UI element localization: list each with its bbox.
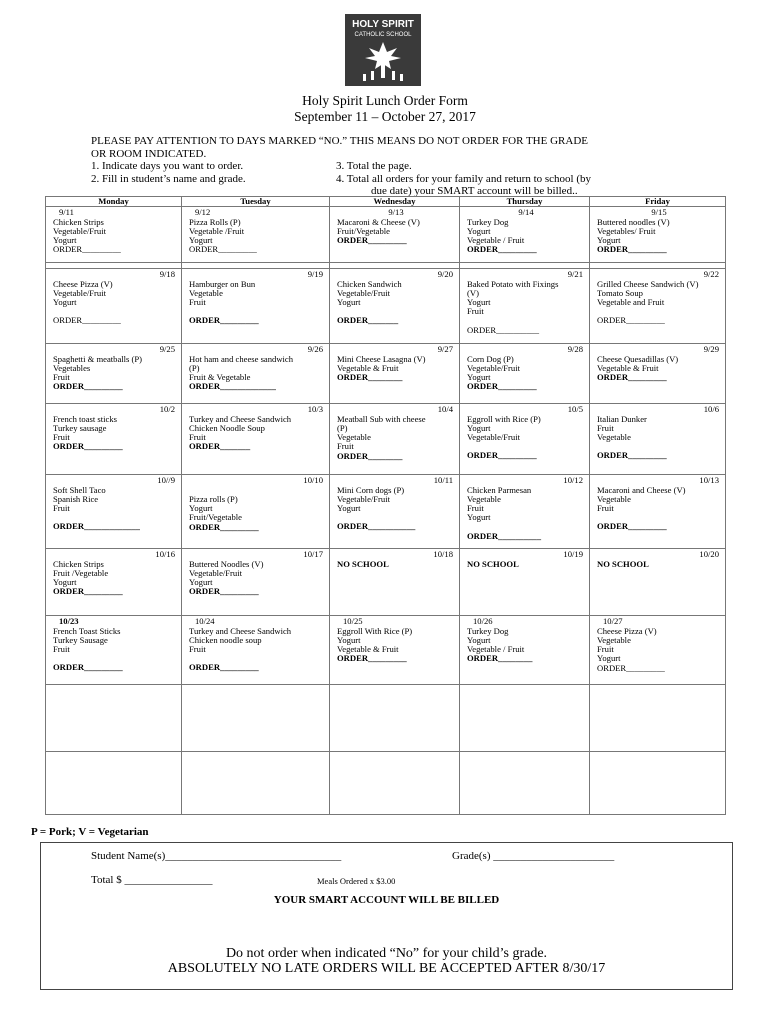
menu-item: Corn Dog (P) [467, 353, 514, 364]
day-cell[interactable] [46, 344, 182, 404]
day-cell[interactable] [590, 269, 726, 344]
menu-item: Vegetable [597, 634, 631, 645]
menu-item: Fruit [467, 503, 484, 514]
menu-item: Fruit [53, 372, 70, 383]
menu-date: 9/26 [307, 344, 323, 355]
day-cell[interactable] [330, 549, 460, 616]
menu-date: 9/27 [437, 344, 453, 355]
menu-item: Fruit [53, 644, 70, 655]
week-row [46, 269, 726, 344]
menu-date: 10/18 [433, 549, 453, 560]
menu-item: Yogurt [337, 503, 361, 514]
menu-date: 9/29 [703, 344, 719, 355]
menu-item: Meatball Sub with cheese [337, 413, 426, 424]
order-blank[interactable]: ORDER___________ [337, 521, 416, 532]
menu-date: 10/10 [303, 475, 323, 486]
menu-item: Hot ham and cheese sandwich [189, 353, 294, 364]
day-cell[interactable] [460, 269, 590, 344]
day-cell[interactable] [182, 404, 330, 475]
order-blank[interactable]: ORDER_________ [189, 315, 259, 326]
empty-cell[interactable] [182, 752, 330, 815]
menu-item: Pizza rolls (P) [189, 493, 238, 504]
menu-item: Vegetable / Fruit [467, 235, 525, 246]
no-school-label: NO SCHOOL [467, 558, 519, 569]
menu-item: Chicken Strips [53, 558, 104, 569]
week-row [46, 207, 726, 263]
menu-date: 9/20 [437, 269, 453, 280]
menu-item: Yogurt [337, 634, 361, 645]
menu-date: 10/24 [195, 616, 215, 627]
day-cell[interactable] [590, 549, 726, 616]
grade-field[interactable]: Grade(s) ______________________ [452, 850, 615, 862]
menu-item: Vegetable/Fruit [189, 567, 242, 578]
instruction-step3: 3. Total the page. [336, 160, 412, 173]
menu-item: Pizza Rolls (P) [189, 216, 241, 227]
order-blank[interactable]: ORDER_________ [597, 450, 667, 461]
menu-item: Soft Shell Taco [53, 484, 106, 495]
day-cell[interactable] [182, 207, 330, 263]
menu-item: Vegetable [189, 287, 223, 298]
order-blank[interactable]: ORDER_________ [189, 586, 259, 597]
menu-date: 9/12 [195, 207, 211, 218]
menu-item: Yogurt [53, 577, 77, 588]
menu-date: 9/22 [703, 269, 719, 280]
day-header-wednesday: Wednesday [330, 197, 460, 207]
no-order-note: Do not order when indicated “No” for your child’s grade. [225, 946, 548, 961]
menu-item: Fruit [597, 422, 614, 433]
order-blank[interactable]: ORDER_____________ [53, 521, 140, 532]
day-cell[interactable] [46, 549, 182, 616]
menu-item: Vegetable [597, 493, 631, 504]
empty-cell[interactable] [330, 752, 460, 815]
menu-date: 10//9 [157, 475, 175, 486]
order-blank[interactable]: ORDER_________ [597, 315, 665, 326]
day-header-tuesday: Tuesday [182, 197, 330, 207]
day-cell[interactable] [590, 475, 726, 549]
menu-item: Eggroll with Rice (P) [467, 413, 541, 424]
menu-item: Vegetables [53, 362, 91, 373]
menu-date: 10/19 [563, 549, 583, 560]
order-blank[interactable]: ORDER_________ [337, 235, 407, 246]
menu-date: 9/13 [388, 207, 404, 218]
instruction-step4-cont: due date) your SMART account will be billed.. [371, 185, 578, 198]
menu-item: Fruit [189, 644, 206, 655]
menu-item: Yogurt [597, 235, 621, 246]
lunch-menu-table [45, 196, 726, 815]
menu-item: Vegetable/Fruit [467, 432, 520, 443]
menu-item: Yogurt [467, 225, 491, 236]
no-school-label: NO SCHOOL [597, 558, 649, 569]
menu-item: Turkey Dog [467, 625, 509, 636]
menu-date: 10/5 [567, 404, 583, 415]
total-field[interactable]: Total $ ________________ [91, 874, 213, 886]
menu-item: Chicken noodle soup [189, 634, 262, 645]
menu-item: Eggroll With Rice (P) [337, 625, 413, 636]
menu-item: Fruit [597, 644, 614, 655]
menu-item: Chicken Sandwich [337, 278, 402, 289]
day-cell[interactable] [590, 207, 726, 263]
day-header-row [46, 197, 726, 207]
week-row [46, 344, 726, 404]
menu-item: Buttered noodles (V) [597, 216, 670, 227]
week-row [46, 475, 726, 549]
instruction-line1: PLEASE PAY ATTENTION TO DAYS MARKED “NO.” THIS MEANS DO NOT ORDER FOR THE GRADE [91, 135, 588, 147]
menu-item: Yogurt [53, 235, 77, 246]
menu-item: Fruit [53, 503, 70, 514]
menu-item: (P) [337, 422, 348, 433]
day-cell[interactable] [590, 404, 726, 475]
menu-item: Vegetable / Fruit [467, 644, 525, 655]
legend: P = Pork; V = Vegetarian [31, 826, 149, 838]
menu-item: Spaghetti & meatballs (P) [53, 353, 143, 364]
logo-line1: HOLY SPIRIT [352, 19, 414, 30]
week-row [46, 616, 726, 685]
menu-item: Mini Corn dogs (P) [337, 484, 405, 495]
order-blank[interactable]: ORDER_________ [189, 521, 259, 532]
day-cell[interactable] [590, 616, 726, 685]
page-title: Holy Spirit Lunch Order Form [302, 93, 468, 108]
meals-price-note: Meals Ordered x $3.00 [317, 876, 396, 886]
day-cell[interactable] [182, 475, 330, 549]
menu-item: Yogurt [53, 297, 77, 308]
order-blank[interactable]: ORDER_________ [189, 662, 259, 673]
menu-item: Grilled Cheese Sandwich (V) [597, 278, 699, 289]
menu-item: Vegetable [467, 493, 501, 504]
order-blank[interactable]: ORDER_________ [189, 244, 257, 255]
menu-item: Vegetable/Fruit [337, 493, 390, 504]
day-cell[interactable] [182, 549, 330, 616]
menu-item: Fruit/Vegetable [337, 225, 390, 236]
menu-item: Yogurt [467, 512, 491, 523]
menu-item: Chicken Strips [53, 216, 104, 227]
order-blank[interactable]: ORDER_________ [53, 315, 121, 326]
menu-item: Vegetable & Fruit [337, 362, 399, 373]
menu-date: 10/2 [159, 404, 175, 415]
day-cell[interactable] [330, 344, 460, 404]
menu-item: Baked Potato with Fixings [467, 278, 559, 289]
order-blank[interactable]: ORDER_________ [53, 586, 123, 597]
order-blank[interactable]: ORDER_________ [467, 244, 537, 255]
day-header-thursday: Thursday [460, 197, 590, 207]
menu-date: 9/21 [567, 269, 583, 280]
menu-date: 10/17 [303, 549, 323, 560]
smart-billing-note: YOUR SMART ACCOUNT WILL BE BILLED [273, 894, 500, 906]
week-row [46, 404, 726, 475]
menu-date: 10/12 [563, 475, 583, 486]
menu-date: 10/23 [59, 616, 79, 627]
menu-item: Chicken Noodle Soup [189, 422, 265, 433]
instruction-step2: 2. Fill in student’s name and grade. [91, 172, 246, 185]
menu-item: Yogurt [189, 577, 213, 588]
menu-item: Fruit [53, 432, 70, 443]
menu-item: Turkey and Cheese Sandwich [189, 413, 292, 424]
empty-cell[interactable] [46, 752, 182, 815]
menu-item: Cheese Quesadillas (V) [597, 353, 679, 364]
menu-item: French Toast Sticks [53, 625, 121, 636]
day-cell[interactable] [46, 404, 182, 475]
menu-date: 10/27 [603, 616, 623, 627]
order-blank[interactable]: ORDER_________ [597, 244, 667, 255]
menu-item: Yogurt [467, 372, 491, 383]
menu-item: Macaroni & Cheese (V) [337, 216, 420, 227]
day-cell[interactable] [460, 344, 590, 404]
order-summary-box [40, 842, 733, 990]
menu-item: Vegetable /Fruit [189, 225, 245, 236]
menu-date: 10/13 [699, 475, 719, 486]
menu-item: Vegetable/Fruit [53, 225, 106, 236]
empty-cell[interactable] [182, 685, 330, 752]
menu-date: 9/28 [567, 344, 583, 355]
menu-date: 9/11 [59, 207, 74, 218]
order-blank[interactable]: ORDER_____________ [189, 381, 276, 392]
order-blank[interactable]: ORDER_________ [597, 662, 665, 673]
day-cell[interactable] [330, 475, 460, 549]
order-blank[interactable]: ORDER_______ [337, 315, 399, 326]
late-order-note: ABSOLUTELY NO LATE ORDERS WILL BE ACCEPTED AFTER 8/30/17 [167, 961, 606, 976]
menu-item: Yogurt [189, 503, 213, 514]
order-blank[interactable]: ORDER_________ [597, 372, 667, 383]
order-blank[interactable]: ORDER_________ [53, 441, 123, 452]
menu-item: Turkey Sausage [53, 634, 108, 645]
menu-item: Vegetable & Fruit [337, 644, 399, 655]
order-blank[interactable]: ORDER________ [337, 450, 403, 461]
order-blank[interactable]: ORDER________ [337, 372, 403, 383]
menu-item: Yogurt [467, 422, 491, 433]
menu-item: Italian Dunker [597, 413, 647, 424]
menu-date: 9/15 [651, 207, 667, 218]
menu-item: Macaroni and Cheese (V) [597, 484, 686, 495]
day-cell[interactable] [590, 344, 726, 404]
empty-cell[interactable] [460, 752, 590, 815]
order-blank[interactable]: ORDER_________ [53, 662, 123, 673]
menu-item: Yogurt [337, 297, 361, 308]
menu-item: Yogurt [597, 653, 621, 664]
day-cell[interactable] [460, 549, 590, 616]
empty-cell[interactable] [590, 685, 726, 752]
day-cell[interactable] [330, 207, 460, 263]
menu-date: 9/19 [307, 269, 323, 280]
no-school-label: NO SCHOOL [337, 558, 389, 569]
menu-date: 10/4 [437, 404, 453, 415]
menu-date: 9/18 [159, 269, 175, 280]
day-cell[interactable] [46, 616, 182, 685]
menu-item: Vegetable [597, 432, 631, 443]
order-blank[interactable]: ORDER_________ [467, 450, 537, 461]
order-blank[interactable]: ORDER_________ [53, 244, 121, 255]
menu-item: Yogurt [467, 634, 491, 645]
menu-item: Hamburger on Bun [189, 278, 256, 289]
menu-item: Fruit /Vegetable [53, 567, 109, 578]
day-cell[interactable] [46, 475, 182, 549]
menu-date: 10/6 [703, 404, 719, 415]
menu-item: Vegetable/Fruit [337, 287, 390, 298]
student-name-field[interactable]: Student Name(s)________________________________ [91, 850, 342, 862]
day-cell[interactable] [460, 616, 590, 685]
day-cell[interactable] [182, 616, 330, 685]
menu-item: Yogurt [189, 235, 213, 246]
day-header-monday: Monday [46, 197, 182, 207]
empty-cell[interactable] [330, 685, 460, 752]
empty-cell[interactable] [460, 685, 590, 752]
menu-item: Turkey Dog [467, 216, 509, 227]
menu-item: Vegetables/ Fruit [597, 225, 656, 236]
day-header-friday: Friday [590, 197, 726, 207]
day-cell[interactable] [182, 269, 330, 344]
day-cell[interactable] [46, 269, 182, 344]
menu-item: Vegetable [337, 432, 371, 443]
empty-cell[interactable] [590, 752, 726, 815]
menu-item: Turkey sausage [53, 422, 107, 433]
instruction-step1: 1. Indicate days you want to order. [91, 160, 244, 173]
order-blank[interactable]: ORDER_________ [53, 381, 123, 392]
menu-item: Fruit & Vegetable [189, 372, 251, 383]
empty-week-row [46, 685, 726, 752]
menu-item: French toast sticks [53, 413, 117, 424]
menu-item: Fruit [189, 297, 206, 308]
menu-date: 10/11 [433, 475, 453, 486]
menu-item: Fruit [467, 306, 484, 317]
page-subtitle: September 11 – October 27, 2017 [294, 109, 476, 124]
menu-item: Spanish Rice [53, 493, 99, 504]
menu-item: (P) [189, 362, 200, 373]
menu-date: 9/14 [518, 207, 534, 218]
menu-item: Fruit [597, 503, 614, 514]
menu-item: Fruit/Vegetable [189, 512, 242, 523]
menu-date: 9/25 [159, 344, 175, 355]
menu-item: (V) [467, 287, 479, 298]
empty-week-row [46, 752, 726, 815]
menu-date: 10/26 [473, 616, 493, 627]
menu-item: Vegetable and Fruit [597, 297, 665, 308]
menu-date: 10/25 [343, 616, 363, 627]
order-blank[interactable]: ORDER__________ [467, 324, 540, 335]
menu-item: Mini Cheese Lasagna (V) [337, 353, 426, 364]
menu-date: 10/20 [699, 549, 719, 560]
school-logo [345, 14, 421, 86]
instruction-step4: 4. Total all orders for your family and return to school (by [336, 172, 592, 185]
menu-item: Cheese Pizza (V) [597, 625, 657, 636]
menu-item: Cheese Pizza (V) [53, 278, 113, 289]
order-blank[interactable]: ORDER_________ [597, 521, 667, 532]
order-blank[interactable]: ORDER_________ [467, 381, 537, 392]
order-blank[interactable]: ORDER__________ [467, 530, 542, 541]
menu-item: Buttered Noodles (V) [189, 558, 264, 569]
order-blank[interactable]: ORDER_________ [337, 653, 407, 664]
day-cell[interactable] [46, 207, 182, 263]
day-cell[interactable] [330, 404, 460, 475]
menu-item: Vegetable & Fruit [597, 362, 659, 373]
menu-item: Vegetable/Fruit [53, 287, 106, 298]
menu-item: Tomato Soup [597, 287, 643, 298]
menu-item: Vegetable/Fruit [467, 362, 520, 373]
order-blank[interactable]: ORDER________ [467, 653, 533, 664]
day-cell[interactable] [460, 404, 590, 475]
menu-date: 10/3 [307, 404, 323, 415]
order-blank[interactable]: ORDER_______ [189, 441, 251, 452]
day-cell[interactable] [182, 344, 330, 404]
instructions [91, 135, 691, 198]
menu-item: Yogurt [467, 297, 491, 308]
day-cell[interactable] [460, 207, 590, 263]
menu-item: Fruit [189, 432, 206, 443]
day-cell[interactable] [330, 616, 460, 685]
day-cell[interactable] [460, 475, 590, 549]
menu-item: Fruit [337, 441, 354, 452]
empty-cell[interactable] [46, 685, 182, 752]
menu-date: 10/16 [155, 549, 175, 560]
day-cell[interactable] [330, 269, 460, 344]
menu-item: Turkey and Cheese Sandwich [189, 625, 292, 636]
week-row [46, 549, 726, 616]
menu-item: Chicken Parmesan [467, 484, 532, 495]
instruction-line2: OR ROOM INDICATED. [91, 147, 207, 160]
logo-line2: CATHOLIC SCHOOL [354, 32, 412, 38]
